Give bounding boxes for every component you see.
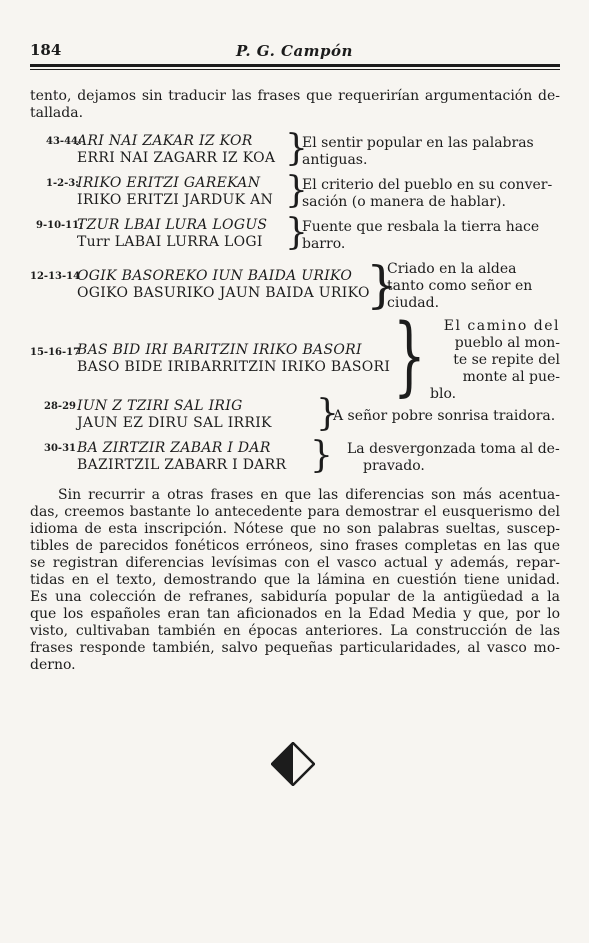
intro-line: tallada. (30, 105, 84, 121)
entry-numbers: 28-29 (44, 401, 76, 412)
basque-italic: ARI NAI ZAKAR IZ KOR (77, 133, 253, 149)
translation-line: El criterio del pueblo en su conver- (302, 177, 553, 193)
translation-line: Criado en la aldea (387, 261, 517, 277)
header-rule-thin (30, 69, 560, 70)
basque-italic: BAS BID IRI BARITZIN IRIKO BASORI (77, 342, 362, 358)
intro-paragraph (30, 88, 560, 122)
basque-phrase (77, 217, 267, 251)
translation (302, 219, 539, 253)
basque-phrase (77, 133, 275, 167)
translation-line: blo. (430, 386, 457, 402)
basque-upright: Turr LABAI LURRA LOGI (77, 234, 263, 250)
brace-icon: } (285, 128, 308, 169)
translation (347, 441, 560, 475)
closing-paragraph (30, 487, 560, 674)
translation-line: Fuente que resbala la tierra hace (302, 219, 540, 235)
entry-numbers: 9-10-11: (36, 220, 83, 231)
basque-upright: IRIKO ERITZI JARDUK AN (77, 192, 274, 208)
closing-line: Sin recurrir a otras frases en que las diferencias son más acentua- (58, 487, 560, 503)
basque-upright: ERRI NAI ZAGARR IZ KOA (77, 150, 276, 166)
translation-line: pueblo al mon- (454, 335, 560, 351)
basque-phrase (77, 342, 390, 376)
closing-line: derno. (30, 657, 76, 673)
diamond-ornament-icon (271, 742, 315, 786)
entry-numbers: 15-16-17 (30, 347, 81, 358)
closing-line: Es una colección de refranes, sabiduría popular de la antigüedad a la (30, 589, 560, 605)
page-number: 184 (30, 41, 62, 59)
translation (418, 318, 560, 403)
brace-icon: } (366, 256, 398, 314)
translation-line: tanto como señor en (387, 278, 533, 294)
basque-italic: BA ZIRTZIR ZABAR I DAR (77, 440, 271, 456)
translation-line: antiguas. (302, 152, 368, 168)
closing-line: se registran diferencias levísimas con el vasco actual y además, repar- (30, 555, 560, 571)
running-title: P. G. Campón (236, 42, 353, 60)
basque-italic: OGIK BASOREKO IUN BAIDA URIKO (77, 268, 353, 284)
header-rule (30, 64, 560, 67)
basque-upright: JAUN EZ DIRU SAL IRRIK (77, 415, 272, 431)
basque-italic: IRIKO ERITZI GAREKAN (77, 175, 261, 191)
translation (302, 177, 552, 211)
basque-upright: BASO BIDE IRIBARRITZIN IRIKO BASORI (77, 359, 391, 375)
basque-upright: OGIKO BASURIKO JAUN BAIDA URIKO (77, 285, 370, 301)
translation-line: ciudad. (387, 295, 440, 311)
translation-line: El sentir popular en las palabras (302, 135, 534, 151)
brace-icon: } (316, 393, 339, 434)
closing-line: tibles de parecidos fonéticos erróneos, sino frases completas en las que (30, 538, 560, 554)
translation-line: El camino del (443, 318, 560, 334)
basque-phrase (77, 440, 286, 474)
brace-icon: } (285, 212, 308, 253)
closing-line: idioma de esta inscripción. Nótese que no son palabras sueltas, suscep- (30, 521, 560, 537)
translation (302, 135, 534, 169)
translation (387, 261, 532, 312)
entry-numbers: 12-13-14 (30, 271, 81, 282)
translation-line: La desvergonzada toma al de- (347, 441, 560, 457)
translation-line: te se repite del (453, 352, 560, 368)
intro-line: tento, dejamos sin traducir las frases que requerirían argumentación de- (30, 88, 560, 104)
closing-line: visto, cultivaban también en épocas anteriores. La construcción de las (30, 623, 560, 639)
translation-line: barro. (302, 236, 346, 252)
basque-phrase (77, 398, 272, 432)
entry-numbers: 43-44: (46, 136, 82, 147)
entry-numbers: 30-31 (44, 443, 76, 454)
closing-line: tidas en el texto, demostrando que la lámina en cuestión tiene unidad. (30, 572, 560, 588)
basque-italic: TZUR LBAI LURA LOGUS (77, 217, 268, 233)
brace-icon: } (285, 170, 308, 211)
translation-line: A señor pobre sonrisa traidora. (333, 408, 556, 424)
brace-icon: } (310, 435, 333, 476)
closing-line: que los españoles eran tan aficionados en la Edad Media y que, por lo (30, 606, 560, 622)
basque-phrase (77, 175, 273, 209)
translation-line: monte al pue- (462, 369, 560, 385)
brace-icon: } (393, 306, 426, 406)
basque-upright: BAZIRTZIL ZABARR I DARR (77, 457, 287, 473)
basque-italic: IUN Z TZIRI SAL IRIG (77, 398, 243, 414)
translation (333, 408, 555, 425)
translation-line: pravado. (363, 458, 425, 474)
basque-phrase (77, 268, 370, 302)
closing-line: das, creemos bastante lo antecedente para demostrar el eusquerismo del (30, 504, 560, 520)
translation-line: sación (o manera de hablar). (302, 194, 506, 210)
closing-line: frases responde también, salvo pequeñas particularidades, al vasco mo- (30, 640, 560, 656)
entry-numbers: 1-2-3: (46, 178, 79, 189)
